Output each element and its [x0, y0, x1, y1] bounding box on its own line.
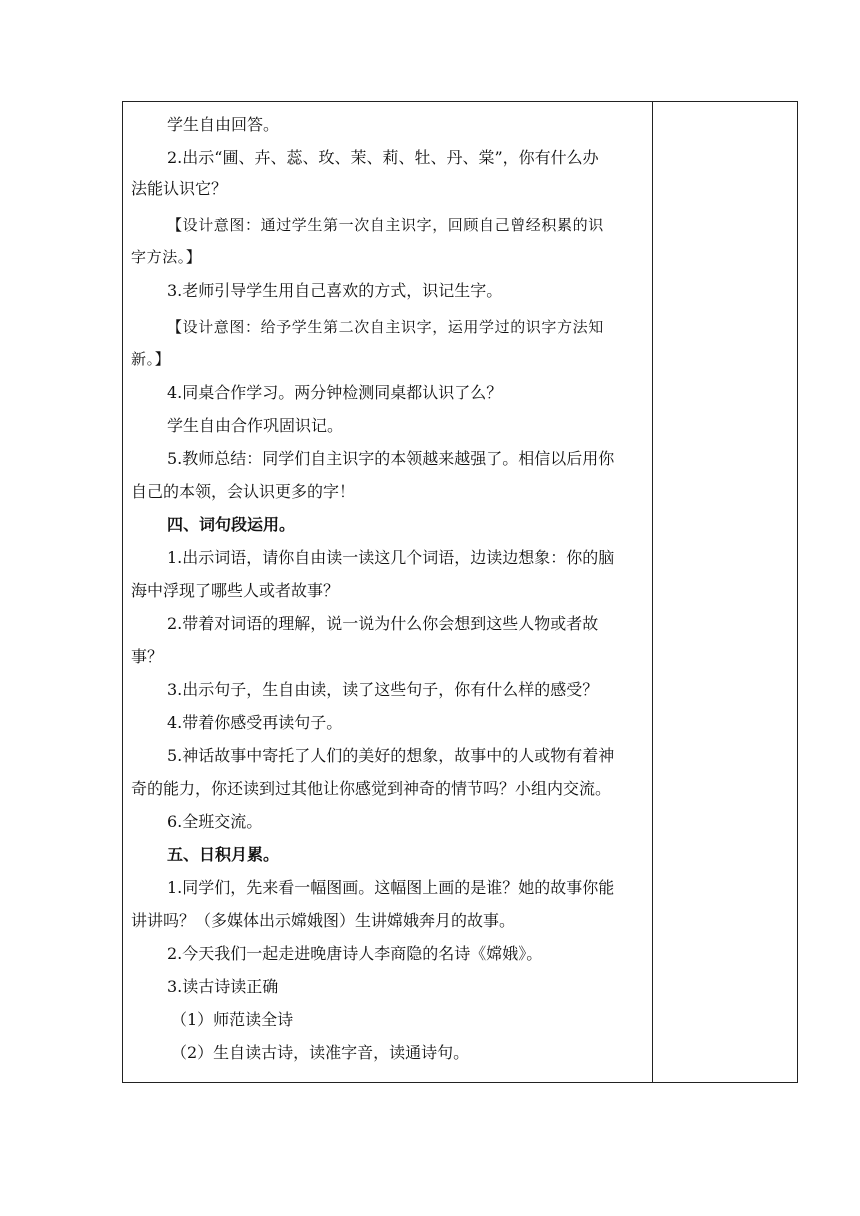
text-line: （1）师范读全诗	[171, 1010, 294, 1029]
text-line: 3.读古诗读正确	[167, 977, 279, 996]
section-heading: 五、日积月累。	[167, 845, 280, 864]
text-line: 2.出示“圃、卉、蕊、玫、茉、莉、牡、丹、棠”，你有什么办	[167, 148, 599, 167]
design-intent-note: 【设计意图：通过学生第一次自主识字，回顾自己曾经积累的识	[167, 216, 604, 234]
text-line: 2.今天我们一起走进晚唐诗人李商隐的名诗《嫦娥》。	[167, 944, 543, 963]
text-line: 3.出示句子，生自由读，读了这些句子，你有什么样的感受？	[167, 680, 599, 699]
section-heading: 四、词句段运用。	[167, 515, 296, 534]
text-line: 自己的本领，会认识更多的字！	[131, 482, 356, 501]
text-line: 5.神话故事中寄托了人们的美好的想象，故事中的人或物有着神	[167, 746, 615, 765]
text-line: （2）生自读古诗，读准字音，读通诗句。	[171, 1043, 470, 1062]
column-divider	[652, 102, 653, 1082]
text-line: 6.全班交流。	[167, 812, 263, 831]
text-line: 奇的能力，你还读到过其他让你感觉到神奇的情节吗？小组内交流。	[131, 779, 612, 798]
text-line: 3.老师引导学生用自己喜欢的方式，识记生字。	[167, 281, 503, 300]
design-intent-note: 【设计意图：给予学生第二次自主识字，运用学过的识字方法知	[167, 318, 604, 336]
design-intent-note: 新。】	[131, 350, 171, 368]
text-line: 2.带着对词语的理解，说一说为什么你会想到这些人物或者故	[167, 614, 599, 633]
text-line: 1.同学们，先来看一幅图画。这幅图上画的是谁？她的故事你能	[167, 878, 615, 897]
text-line: 学生自由合作巩固识记。	[167, 416, 344, 435]
teaching-process-cell	[123, 102, 652, 1082]
text-line: 4.同桌合作学习。两分钟检测同桌都认识了么？	[167, 383, 503, 402]
lesson-plan-table	[122, 101, 798, 1083]
text-line: 讲讲吗？（多媒体出示嫦娥图）生讲嫦娥奔月的故事。	[131, 911, 516, 930]
design-intent-note: 字方法。】	[131, 248, 202, 266]
text-line: 4.带着你感受再读句子。	[167, 713, 343, 732]
text-line: 学生自由回答。	[167, 115, 280, 134]
text-line: 1.出示词语，请你自由读一读这几个词语，边读边想象：你的脑	[167, 548, 615, 567]
text-line: 5.教师总结：同学们自主识字的本领越来越强了。相信以后用你	[167, 449, 615, 468]
text-line: 海中浮现了哪些人或者故事？	[131, 581, 340, 600]
text-line: 事？	[131, 647, 164, 666]
text-line: 法能认识它？	[131, 179, 228, 198]
